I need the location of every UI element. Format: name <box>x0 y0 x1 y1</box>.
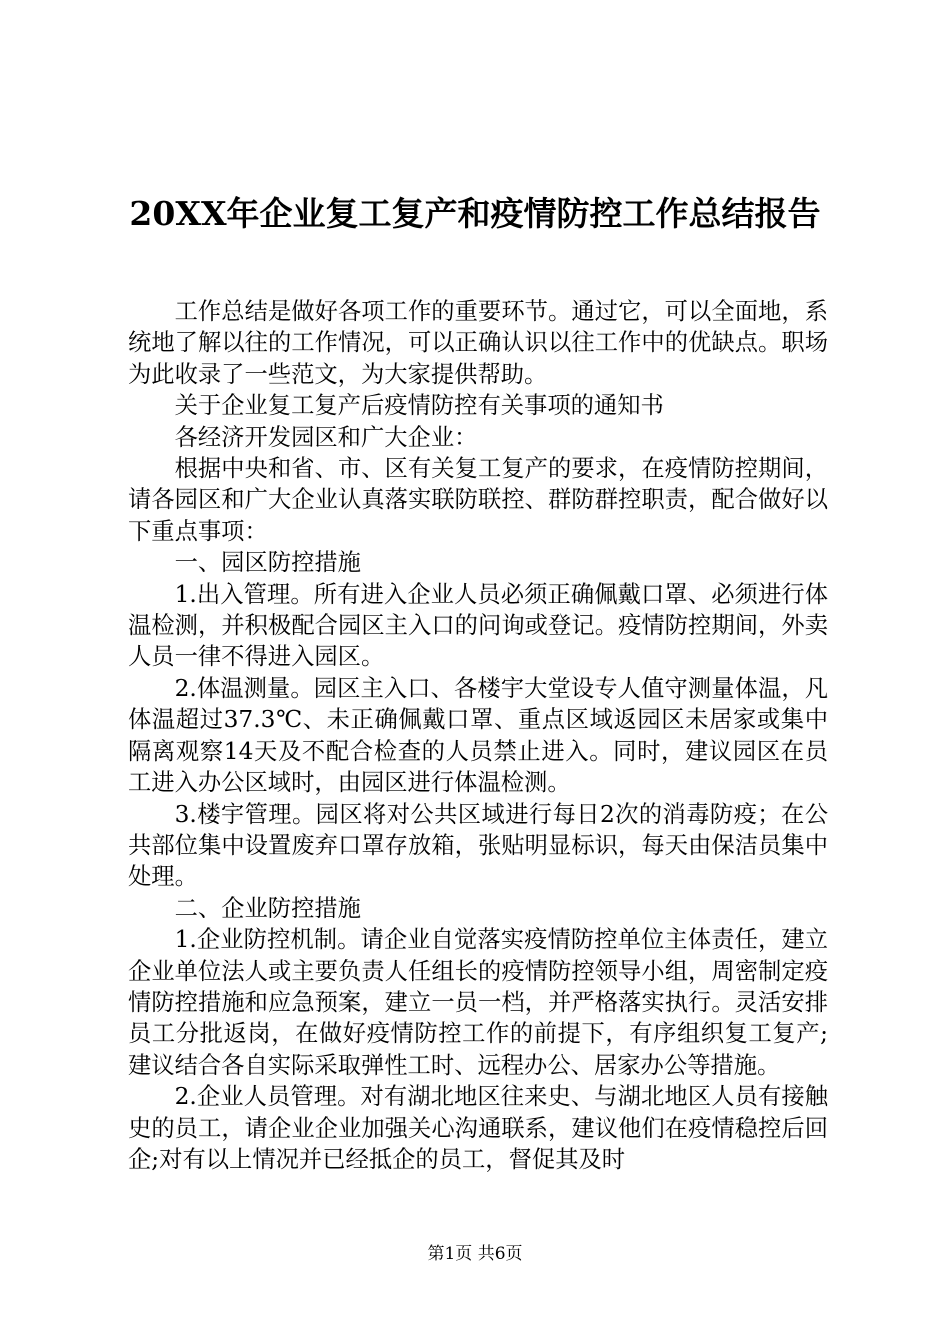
paragraph-preamble: 根据中央和省、市、区有关复工复产的要求，在疫情防控期间，请各园区和广大企业认真落实联防联控、群防群控职责，配合做好以下重点事项： <box>128 455 828 545</box>
section-heading-park: 一、园区防控措施 <box>174 549 361 577</box>
paragraph-intro: 工作总结是做好各项工作的重要环节。通过它，可以全面地，系统地了解以往的工作情况，可以正确认识以往工作中的优缺点。职场为此收录了一些范文，为大家提供帮助。 <box>128 298 828 388</box>
section-heading-enterprise: 二、企业防控措施 <box>174 894 361 922</box>
paragraph-notice-title: 关于企业复工复产后疫情防控有关事项的通知书 <box>174 392 664 420</box>
paragraph-park-item-1: 1.出入管理。所有进入企业人员必须正确佩戴口罩、必须进行体温检测，并积极配合园区主入口的问询或登记。疫情防控期间，外卖人员一律不得进入园区。 <box>128 580 828 671</box>
document-body <box>128 296 828 1175</box>
paragraph-enterprise-item-2: 2.企业人员管理。对有湖北地区往来史、与湖北地区人员有接触史的员工，请企业企业加强关心沟通联系，建议他们在疫情稳控后回企;对有以上情况并已经抵企的员工，督促其及时 <box>128 1083 828 1173</box>
paragraph-enterprise-item-1: 1.企业防控机制。请企业自觉落实疫情防控单位主体责任，建立企业单位法人或主要负责人任组长的疫情防控领导小组，周密制定疫情防控措施和应急预案，建立一员一档，并严格落实执行。灵活安排员工分批返岗，在做好疫情防控工作的前提下，有序组织复工复产;建议结合各自实际采取弹性工时、远程办公、居家办公等措施。 <box>128 926 828 1079</box>
paragraph-park-item-3: 3.楼宇管理。园区将对公共区域进行每日2次的消毒防疫；在公共部位集中设置废弃口罩存放箱，张贴明显标识，每天由保洁员集中处理。 <box>128 800 828 891</box>
document-title: 20XX年企业复工复产和疫情防控工作总结报告 <box>129 194 821 233</box>
paragraph-salutation: 各经济开发园区和广大企业： <box>174 423 478 451</box>
paragraph-park-item-2: 2.体温测量。园区主入口、各楼宇大堂设专人值守测量体温，凡体温超过37.3℃、未正确佩戴口罩、重点区域返园区未居家或集中隔离观察14天及不配合检查的人员禁止进入。同时，建议园区在员工进入办公区域时，由园区进行体温检测。 <box>128 674 828 797</box>
page-number-footer: 第1页 共6页 <box>427 1244 523 1264</box>
